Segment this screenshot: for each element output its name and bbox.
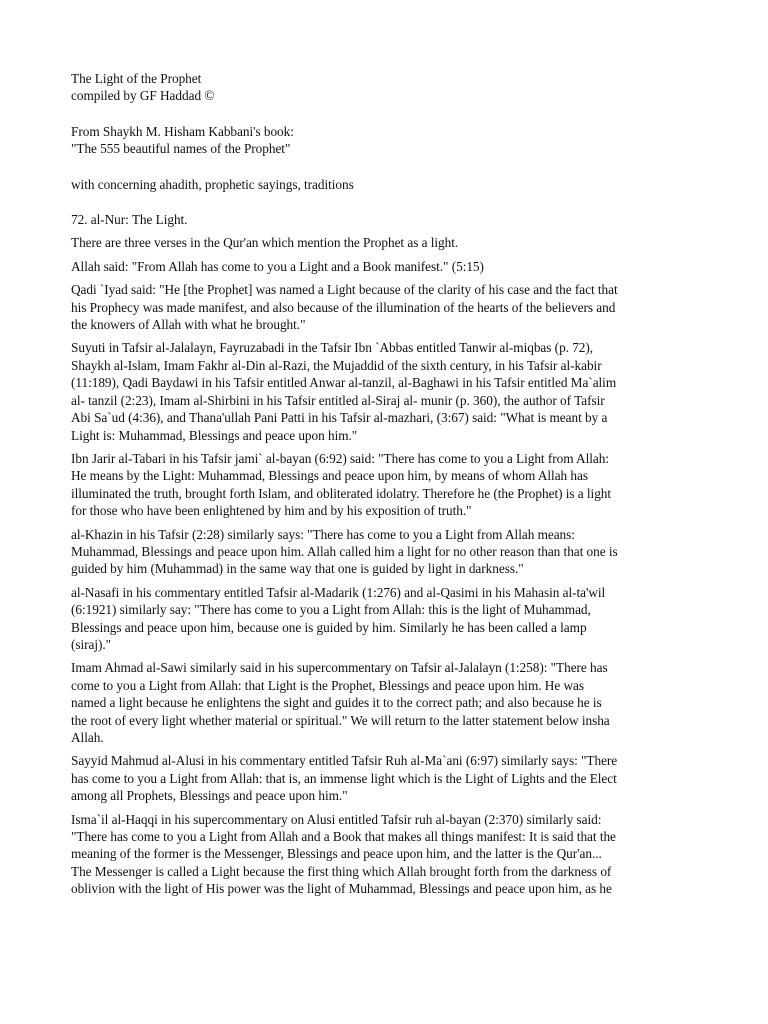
paragraph-line: come to you a Light from Allah: that Light is the Prophet, Blessings and peace upon him. He was bbox=[71, 677, 584, 693]
body-paragraph bbox=[71, 811, 701, 898]
paragraph-line: Imam Ahmad al-Sawi similarly said in his supercommentary on Tafsir al-Jalalayn (1:258): "There has bbox=[71, 660, 608, 676]
paragraph-line: Abi Sa`ud (4:36), and Thana'ullah Pani Patti in his Tafsir al-mazhari, (3:67) said: "What is meant by a bbox=[71, 410, 608, 426]
body-paragraph bbox=[71, 339, 701, 443]
section-heading: 72. al-Nur: The Light. bbox=[71, 212, 188, 228]
paragraph-line: guided by him (Muhammad) in the same way that one is guided by light in darkness." bbox=[71, 561, 524, 577]
document-subtitle: with concerning ahadith, prophetic sayings, traditions bbox=[71, 176, 354, 192]
paragraph-line: (siraj)." bbox=[71, 636, 112, 652]
paragraph-line: Suyuti in Tafsir al-Jalalayn, Fayruzabadi in the Tafsir Ibn `Abbas entitled Tanwir al-miqbas (p. 72), bbox=[71, 340, 594, 356]
body-paragraph bbox=[71, 752, 701, 804]
paragraph-line: al- tanzil (2:23), Imam al-Shirbini in his Tafsir entitled al-Siraj al- munir (p. 360), the author of Tafsir bbox=[71, 392, 605, 408]
paragraph-line: Light is: Muhammad, Blessings and peace upon him." bbox=[71, 427, 358, 443]
compiler-credit: compiled by GF Haddad © bbox=[71, 88, 215, 104]
paragraph-line: the knowers of Allah with what he brought." bbox=[71, 317, 306, 333]
body-paragraph bbox=[71, 258, 701, 275]
paragraph-line: al-Khazin in his Tafsir (2:28) similarly says: "There has come to you a Light from Allah means: bbox=[71, 526, 575, 542]
paragraph-line: his Prophecy was made manifest, and also because of the illumination of the hearts of the believers and bbox=[71, 299, 616, 315]
body-paragraph bbox=[71, 450, 701, 520]
source-line-1: From Shaykh M. Hisham Kabbani's book: bbox=[71, 123, 294, 139]
paragraph-line: Allah said: "From Allah has come to you a Light and a Book manifest." (5:15) bbox=[71, 258, 484, 274]
paragraph-line: oblivion with the light of His power was the light of Muhammad, Blessings and peace upon him, as he bbox=[71, 881, 612, 897]
source-line-2: "The 555 beautiful names of the Prophet" bbox=[71, 141, 291, 157]
paragraph-line: Muhammad, Blessings and peace upon him. Allah called him a light for no other reason than that one is bbox=[71, 543, 618, 559]
spacer bbox=[71, 158, 701, 176]
paragraph-line: has come to you a Light from Allah: that is, an immense light which is the Light of Lights and the Elect bbox=[71, 770, 617, 786]
body-paragraph bbox=[71, 584, 701, 654]
paragraph-line: al-Nasafi in his commentary entitled Tafsir al-Madarik (1:276) and al-Qasimi in his Mahasin al-ta'wil bbox=[71, 584, 606, 600]
paragraph-line: Isma`il al-Haqqi in his supercommentary on Alusi entitled Tafsir ruh al-bayan (2:370) similarly said: bbox=[71, 811, 602, 827]
paragraph-line: among all Prophets, Blessings and peace upon him." bbox=[71, 788, 348, 804]
body-paragraph bbox=[71, 659, 701, 746]
paragraph-line: Ibn Jarir al-Tabari in his Tafsir jami` al-bayan (6:92) said: "There has come to you a Light from Allah: bbox=[71, 450, 609, 466]
paragraph-line: named a light because he enlightens the sight and guides it to the correct path; and also because he is bbox=[71, 695, 602, 711]
paragraph-line: the root of every light whether material or spiritual." We will return to the latter statement below insha bbox=[71, 712, 610, 728]
paragraph-line: Sayyid Mahmud al-Alusi in his commentary entitled Tafsir Ruh al-Ma`ani (6:97) similarly says: "There bbox=[71, 753, 618, 769]
section-heading-block bbox=[71, 211, 701, 228]
paragraph-line: (6:1921) similarly say: "There has come to you a Light from Allah: this is the light of Muhammad, bbox=[71, 602, 591, 618]
body-paragraph bbox=[71, 281, 701, 333]
paragraph-line: He means by the Light: Muhammad, Blessings and peace upon him, by means of whom Allah has bbox=[71, 468, 588, 484]
paragraph-line: There are three verses in the Qur'an which mention the Prophet as a light. bbox=[71, 235, 459, 251]
body-paragraph bbox=[71, 234, 701, 251]
paragraph-line: illuminated the truth, brought forth Islam, and obliterated idolatry. Therefore he (the Prophet) is a light bbox=[71, 485, 612, 501]
body-paragraphs bbox=[71, 234, 701, 897]
paragraph-line: Qadi `Iyad said: "He [the Prophet] was named a Light because of the clarity of his case and the fact that bbox=[71, 282, 618, 298]
paragraph-line: "There has come to you a Light from Allah and a Book that makes all things manifest: It is said that the bbox=[71, 829, 616, 845]
paragraph-line: for those who have been enlightened by him and by his exposition of truth." bbox=[71, 503, 472, 519]
spacer bbox=[71, 193, 701, 211]
document-title: The Light of the Prophet bbox=[71, 71, 202, 86]
paragraph-line: Shaykh al-Islam, Imam Fakhr al-Din al-Razi, the Mujaddid of the sixth century, in his Tafsir al-kabir bbox=[71, 357, 602, 373]
spacer bbox=[71, 105, 701, 123]
document-page bbox=[71, 70, 701, 904]
paragraph-line: meaning of the former is the Messenger, Blessings and peace upon him, and the latter is the Qur'an... bbox=[71, 846, 602, 862]
paragraph-line: Allah. bbox=[71, 730, 104, 745]
paragraph-line: Blessings and peace upon him, because one is guided by him. Similarly he has been called a lamp bbox=[71, 619, 587, 635]
paragraph-line: The Messenger is called a Light because the first thing which Allah brought forth from the darkness of bbox=[71, 863, 612, 879]
paragraph-line: (11:189), Qadi Baydawi in his Tafsir entitled Anwar al-tanzil, al-Baghawi in his Tafsir entitled Ma`alim bbox=[71, 375, 617, 391]
body-paragraph bbox=[71, 526, 701, 578]
